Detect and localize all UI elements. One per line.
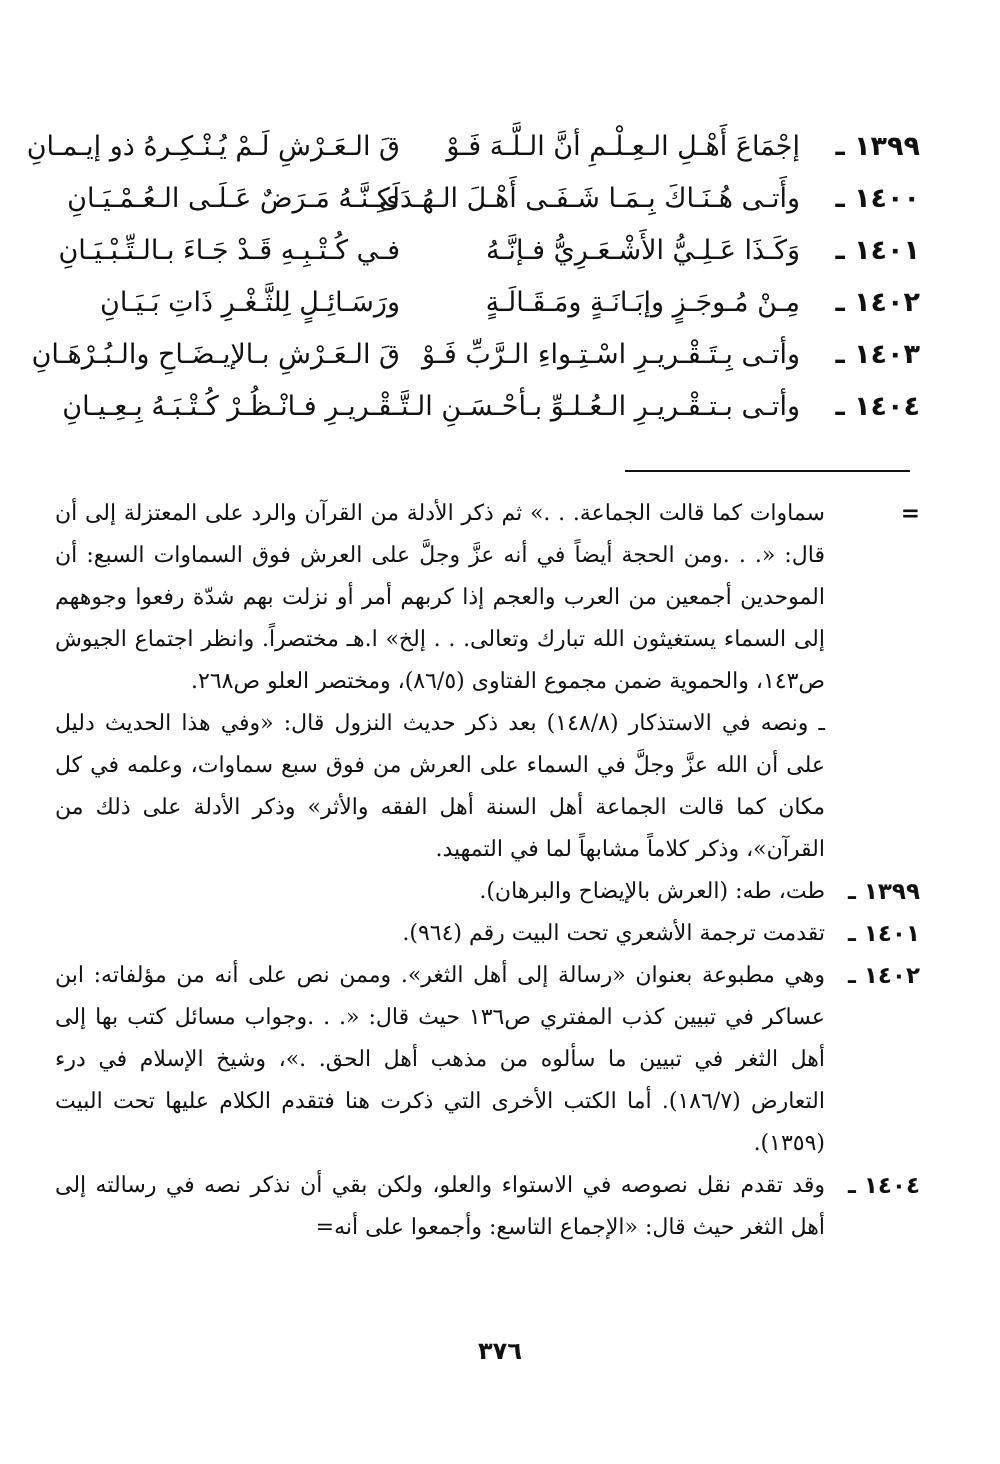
footnotes <box>55 493 920 1249</box>
verse-second-hemistich: قَ الـعَـرْشِ لَـمْ يُـنْـكِـرهُ ذو إيـمـانِ <box>26 130 400 162</box>
verse-first-hemistich: وأتـى بِـتَـقْـريـرِ اسْـتِـواءِ الـرَّبِّ فَـوْ <box>421 338 800 370</box>
verse-second-hemistich: ـقْـريـرِ فـانْـظُـرْ كُـتْـبَـهُ بِـعِـيـانِ <box>62 390 400 422</box>
footnote-number: ١٤٠٤ ـ <box>847 1173 920 1199</box>
verse-second-hemistich: فـي كُـتْـبِـهِ قَـدْ جَـاءَ بـالـتِّـبْـيَـانِ <box>58 234 400 266</box>
footnote-text: وهي مطبوعة بعنوان «رسالة إلى أهل الثغر». وممن نص على أنه من مؤلفاته: ابن عساكر في تبيين كذب المفتري ص١٣٦ حيث قال: «. . .وجواب مسائل كتب بها إلى أهل الثغر في تبيين ما سألوه من مذهب أهل الحق. .»، وشيخ الإسلام في درء التعارض (١٨٦/٧). أما الكتب الأخرى التي ذكرت هنا فتقدم الكلام عليها تحت البيت (١٣٥٩). <box>55 963 825 1156</box>
verse-first-hemistich: مِـنْ مُـوجَـزٍ وإبَـانَـةٍ ومَـقَـالَـةٍ <box>485 286 800 318</box>
verses-block <box>26 120 920 432</box>
verse-first-hemistich: وأتـى بـتـقْـريـرِ الـعُـلـوِّ بـأحْـسَـنِ الـتَّـ <box>393 390 800 422</box>
footnote-number: ١٤٠١ ـ <box>847 921 920 947</box>
verse-line <box>26 120 920 172</box>
continuation-marker: = <box>900 501 920 527</box>
footnote-continuation <box>55 493 920 703</box>
verse-number: ١٤٠٣ ـ <box>835 338 920 370</box>
verse-number: ١٤٠٢ ـ <box>835 286 920 318</box>
footnote <box>55 955 920 1165</box>
footnote <box>55 913 920 955</box>
verse-second-hemistich: قَ الـعَـرْشِ بـالإيـضَـاحِ والـبُـرْهَـانِ <box>31 338 400 370</box>
verse-line <box>50 276 920 328</box>
verse-number: ١٣٩٩ ـ <box>835 130 920 162</box>
footnote-number: ١٣٩٩ ـ <box>847 879 920 905</box>
footnote-text: وقد تقدم نقل نصوصه في الاستواء والعلو، ولكن بقي أن نذكر نصه في رسالته إلى أهل الثغر حيث قال: «الإجماع التاسع: وأجمعوا على أنه= <box>55 1173 825 1240</box>
verse-number: ١٤٠١ ـ <box>835 234 920 266</box>
footnote-number: ١٤٠٢ ـ <box>847 963 920 989</box>
verse-line <box>50 224 920 276</box>
footnote <box>55 1165 920 1249</box>
verse-first-hemistich: وَكَـذَا عَـلِـيُّ الأَشْـعَـرِيُّ فـإنَّـهُ <box>486 234 800 266</box>
verse-first-hemistich: وأَتـى هُـنَـاكَ بِـمَـا شَـفَـى أَهْـلَ الـهُـدَى <box>378 182 800 214</box>
footnote-text: طت، طه: (العرش بالإيضاح والبرهان). <box>479 879 825 904</box>
footnote-text: تقدمت ترجمة الأشعري تحت البيت رقم (٩٦٤). <box>402 921 825 946</box>
verse-line <box>31 328 920 380</box>
footnote <box>55 871 920 913</box>
verse-number: ١٤٠٠ ـ <box>835 182 920 214</box>
verse-first-hemistich: إجْمَاعَ أَهْـلِ الـعِـلْـمِ أنَّ الـلَّـهَ فَـوْ <box>446 130 800 162</box>
footnote-paragraph: ـ ونصه في الاستذكار (١٤٨/٨) بعد ذكر حديث النزول قال: «وفي هذا الحديث دليل على أن الله عزَّ وجلَّ في السماء على العرش من فوق سبع سماوات، وعلمه في كل مكان كما قالت الجماعة أهل السنة أهل الفقه والأثر» وذكر الأدلة على ذلك من القرآن»، وذكر كلاماً مشابهاً لما في التمهيد. <box>55 711 825 862</box>
verse-second-hemistich: لَكِـنَّـهُ مَـرَضٌ عَـلَـى الـعُـمْـيَـانِ <box>67 182 400 214</box>
page-number: ٣٧٦ <box>478 1337 522 1365</box>
verse-line <box>50 380 920 432</box>
verse-line <box>50 172 920 224</box>
footnote-separator <box>625 470 910 472</box>
footnote-text: سماوات كما قالت الجماعة. . .» ثم ذكر الأدلة من القرآن والرد على المعتزلة إلى أن قال: «. . .ومن الحجة أيضاً في أنه عزَّ وجلَّ على العرش فوق السماوات السبع: أن الموحدين أجمعين من العرب والعجم إذا كربهم أمر أو نزلت بهم شدّة رفعوا وجوههم إلى السماء يستغيثون الله تبارك وتعالى. . . إلخ» ا.هـ مختصراً. وانظر اجتماع الجيوش ص١٤٣، والحموية ضمن مجموع الفتاوى (٨٦/٥)، ومختصر العلو ص٢٦٨. <box>55 501 825 694</box>
verse-second-hemistich: ورَسَـائِـلٍ لِلثَّـغْـرِ ذَاتِ بَـيَـانِ <box>100 286 400 318</box>
verse-number: ١٤٠٤ ـ <box>835 390 920 422</box>
